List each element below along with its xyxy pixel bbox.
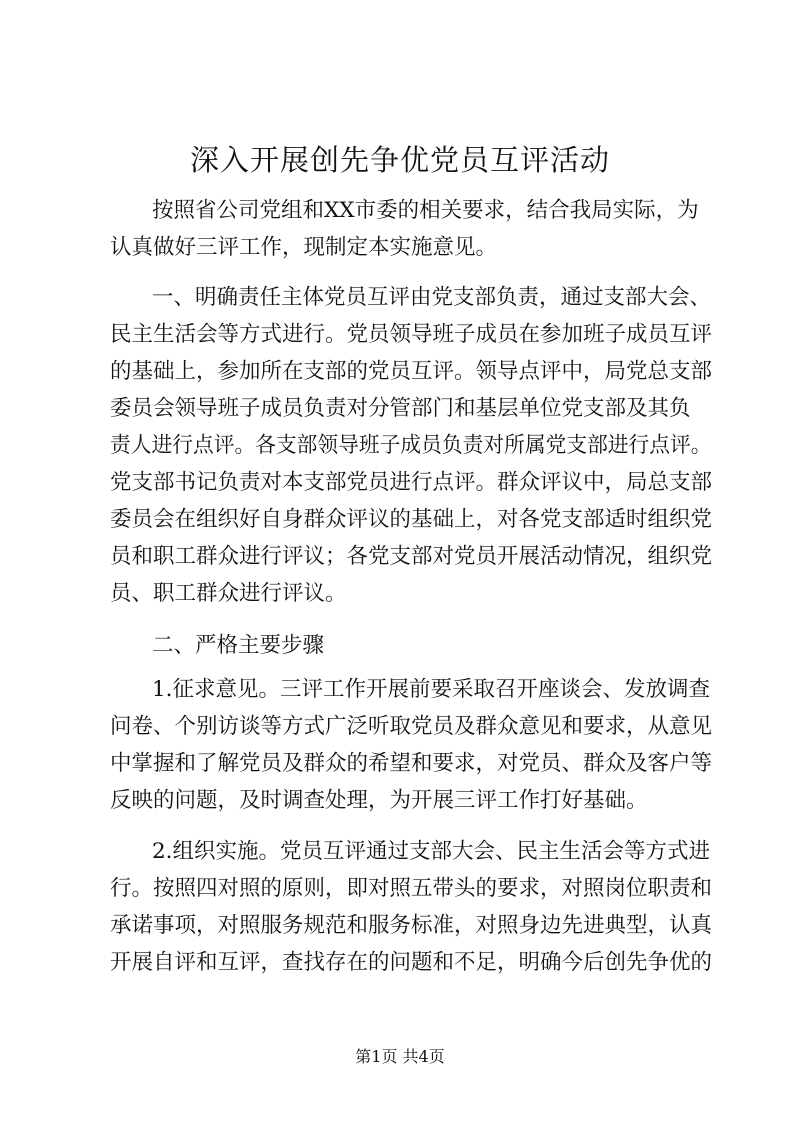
body-line: 委员会在组织好自身群众评议的基础上，对各党支部适时组织党 xyxy=(110,507,713,532)
document-title: 深入开展创先争优党员互评活动 xyxy=(189,143,610,177)
body-line: 1.征求意见。三评工作开展前要采取召开座谈会、发放调查 xyxy=(152,677,711,702)
body-line: 中掌握和了解党员及群众的希望和要求，对党员、群众及客户等 xyxy=(110,751,713,776)
body-line: 党支部书记负责对本支部党员进行点评。群众评议中，局总支部 xyxy=(110,470,713,495)
body-line: 一、明确责任主体党员互评由党支部负责，通过支部大会、 xyxy=(152,285,712,310)
body-line: 开展自评和互评，查找存在的问题和不足，明确今后创先争优的 xyxy=(110,950,713,975)
body-line: 责人进行点评。各支部领导班子成员负责对所属党支部进行点评。 xyxy=(110,433,712,458)
body-line: 承诺事项，对照服务规范和服务标准，对照身边先进典型，认真 xyxy=(110,913,713,938)
body-line: 按照省公司党组和XX市委的相关要求，结合我局实际，为 xyxy=(152,198,699,223)
page-number: 第1页 共4页 xyxy=(355,1047,445,1066)
body-line: 的基础上，参加所在支部的党员互评。领导点评中，局党总支部 xyxy=(110,359,713,384)
section-heading: 二、严格主要步骤 xyxy=(152,633,325,658)
body-line: 反映的问题，及时调查处理，为开展三评工作打好基础。 xyxy=(110,788,648,813)
body-line: 员和职工群众进行评议；各党支部对党员开展活动情况，组织党 xyxy=(110,544,713,569)
body-line: 2.组织实施。党员互评通过支部大会、民主生活会等方式进 xyxy=(152,839,711,864)
body-line: 认真做好三评工作，现制定本实施意见。 xyxy=(110,235,498,260)
body-line: 问卷、个别访谈等方式广泛听取党员及群众意见和要求，从意见 xyxy=(110,714,713,739)
body-line: 委员会领导班子成员负责对分管部门和基层单位党支部及其负 xyxy=(110,396,691,421)
body-line: 民主生活会等方式进行。党员领导班子成员在参加班子成员互评 xyxy=(110,322,713,347)
body-line: 行。按照四对照的原则，即对照五带头的要求，对照岗位职责和 xyxy=(110,876,713,901)
body-line: 员、职工群众进行评议。 xyxy=(110,581,347,606)
